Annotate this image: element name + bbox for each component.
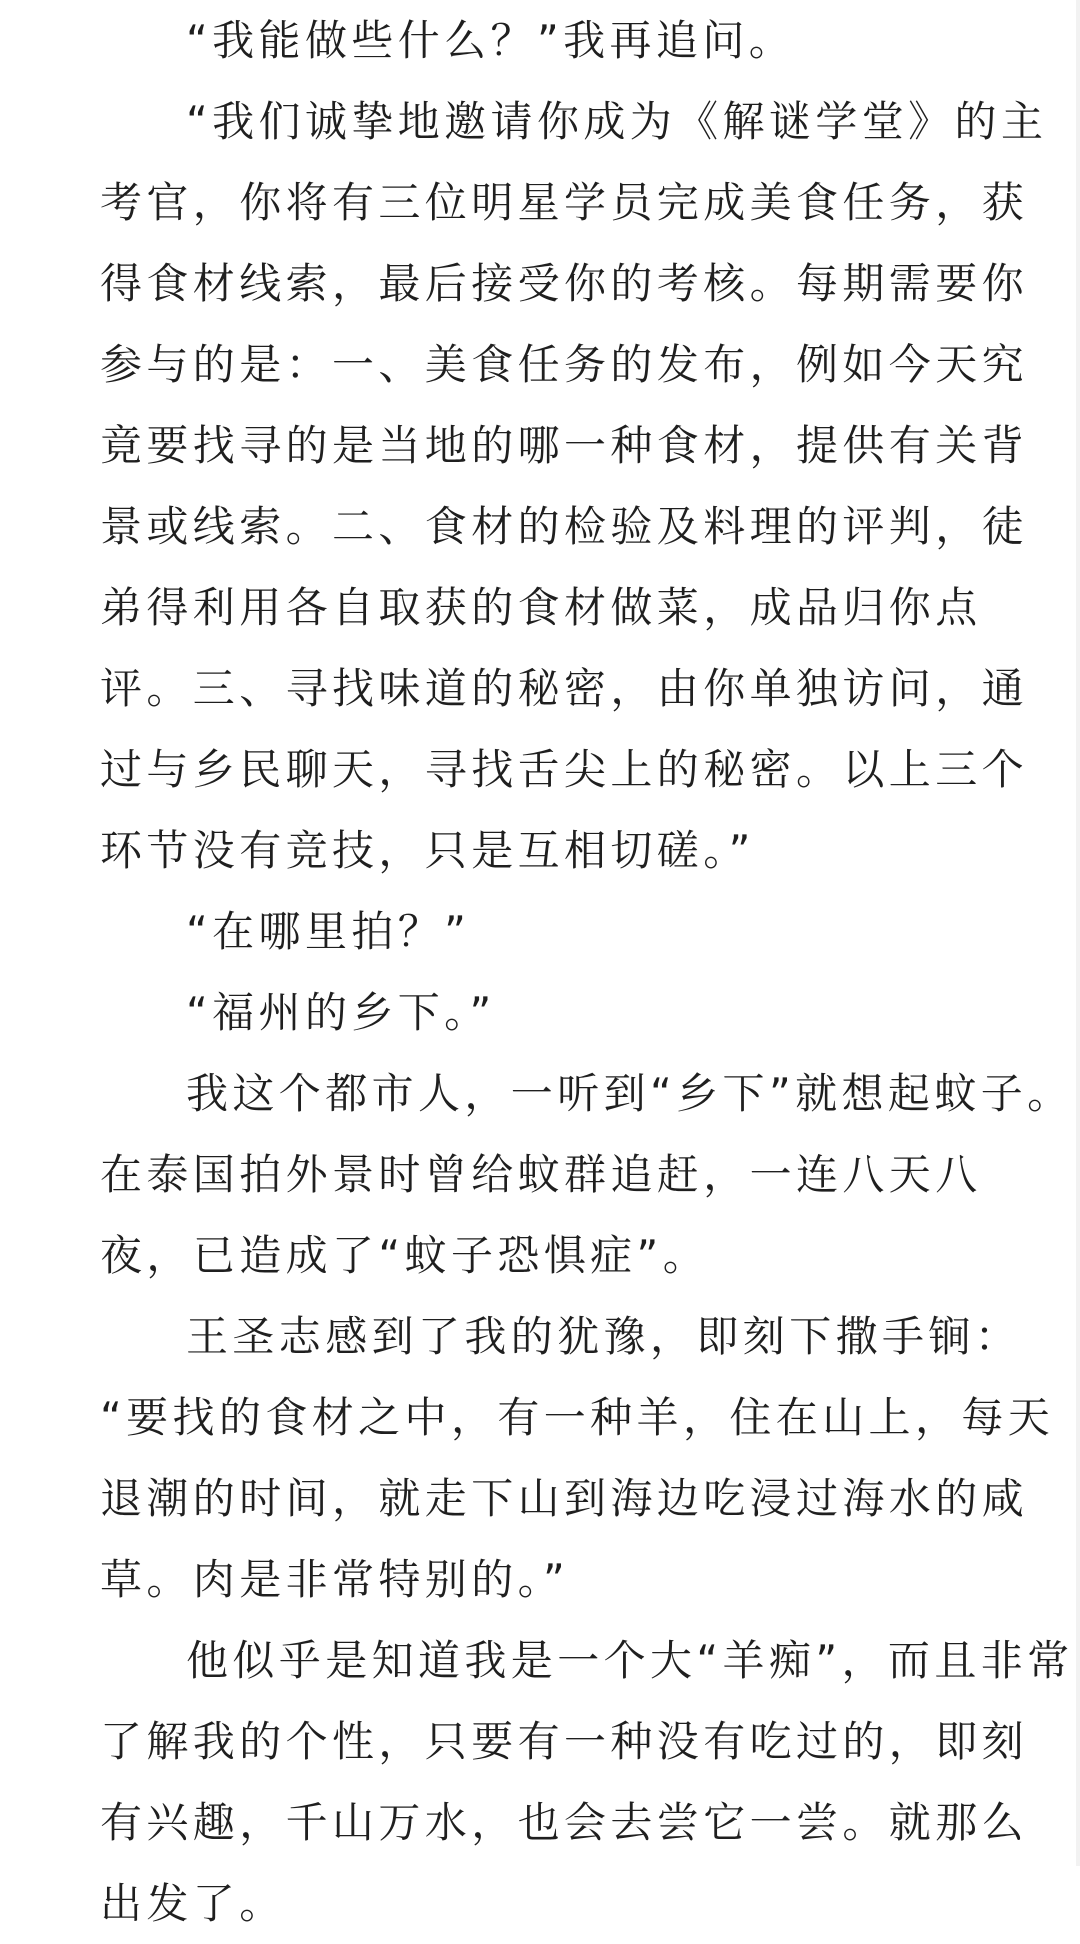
text-line: 在泰国拍外景时曾给蚊群追赶，一连八天八 xyxy=(100,1150,982,1199)
text-line: 竟要找寻的是当地的哪一种食材，提供有关背 xyxy=(100,421,1029,470)
text-line: 我这个都市人，一听到“乡下”就想起蚊子。 xyxy=(186,1069,1074,1118)
text-line: 参与的是：一、美食任务的发布，例如今天究 xyxy=(100,340,1029,389)
text-line: “福州的乡下。” xyxy=(186,988,496,1037)
text-line: “要找的食材之中，有一种羊，住在山上，每天 xyxy=(100,1393,1055,1442)
text-line: 过与乡民聊天，寻找舌尖上的秘密。以上三个 xyxy=(100,745,1029,794)
text-line: 王圣志感到了我的犹豫，即刻下撒手锏： xyxy=(186,1312,1022,1361)
article-text xyxy=(100,0,1074,1944)
text-line: “在哪里拍？” xyxy=(186,907,471,956)
text-line: 弟得利用各自取获的食材做菜，成品归你点 xyxy=(100,583,982,632)
text-line: 他似乎是知道我是一个大“羊痴”，而且非常 xyxy=(186,1636,1074,1685)
text-line: 有兴趣，千山万水，也会去尝它一尝。就那么 xyxy=(100,1798,1029,1847)
text-line: 评。三、寻找味道的秘密，由你单独访问，通 xyxy=(100,664,1029,713)
text-line: 考官，你将有三位明星学员完成美食任务，获 xyxy=(100,178,1029,227)
text-line: 得食材线索，最后接受你的考核。每期需要你 xyxy=(100,259,1029,308)
text-line: 景或线索。二、食材的检验及料理的评判，徒 xyxy=(100,502,1029,551)
page-edge-divider xyxy=(1076,0,1080,1866)
text-line: 夜，已造成了“蚊子恐惧症”。 xyxy=(100,1231,710,1280)
text-line: “我能做些什么？”我再追问。 xyxy=(186,16,796,65)
text-line: 草。肉是非常特别的。” xyxy=(100,1555,570,1604)
text-line: 环节没有竞技，只是互相切磋。” xyxy=(100,826,755,875)
text-line: 出发了。 xyxy=(100,1879,286,1928)
text-line: 退潮的时间，就走下山到海边吃浸过海水的咸 xyxy=(100,1474,1029,1523)
text-line: 了解我的个性，只要有一种没有吃过的，即刻 xyxy=(100,1717,1029,1766)
text-line: “我们诚挚地邀请你成为《解谜学堂》的主 xyxy=(186,97,1048,146)
